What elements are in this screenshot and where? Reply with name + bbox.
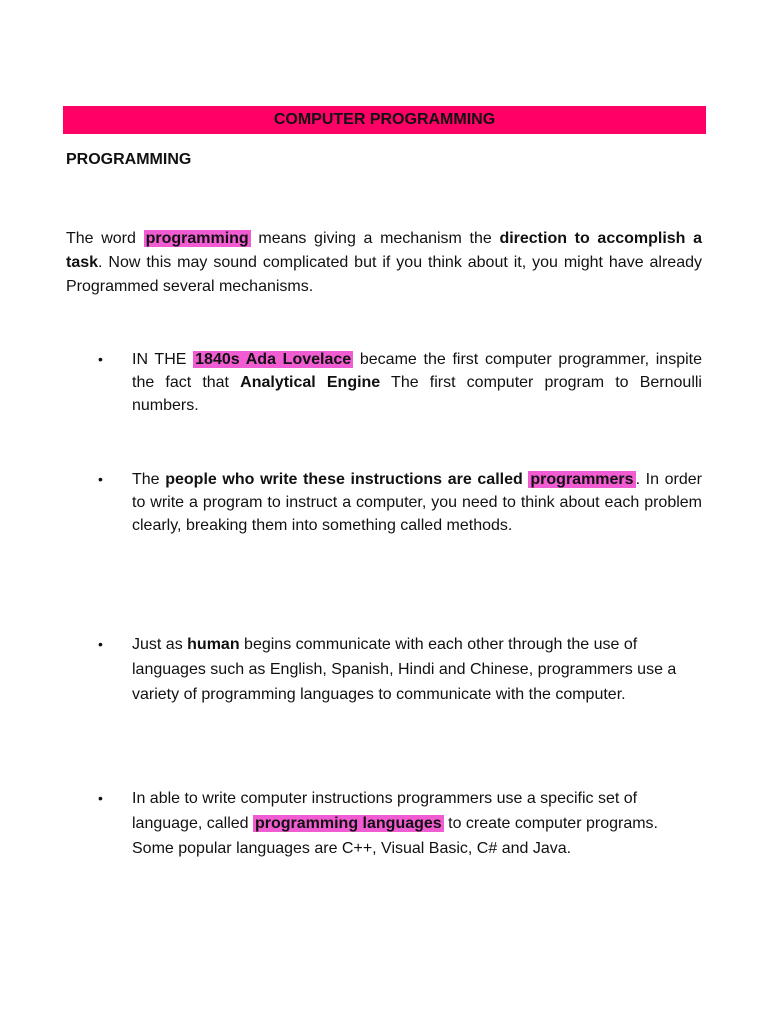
b1-text-1: IN THE [132, 351, 194, 368]
intro-highlight: programming [145, 230, 249, 247]
intro-text-2: means giving a mechanism the [250, 230, 500, 247]
b4-highlight: programming languages [254, 815, 442, 832]
b2-text-1: The [132, 471, 166, 488]
intro-bold: direction to accomplish a task [66, 230, 703, 271]
bullet-dot: • [98, 471, 103, 487]
b2-bold: people who write these instructions are called [165, 471, 523, 488]
bullet-dot: • [98, 790, 103, 806]
b2-text-3: . In order to write a program to instruct a computer, you need to think about each problem clearly, breaking them into something called methods. [132, 471, 702, 534]
b4-text-2: to create computer programs. Some popular languages are C++, Visual Basic, C# and Java. [132, 815, 658, 857]
b1-bold: Analytical Engine [240, 374, 381, 391]
section-heading: PROGRAMMING [66, 151, 192, 168]
intro-text-1: The word [66, 230, 144, 247]
bullet-dot: • [98, 636, 103, 652]
bullet-item-2 [98, 468, 702, 537]
intro-paragraph [66, 227, 702, 299]
bullet-text-3 [132, 632, 702, 707]
bullet-item-3 [98, 632, 702, 707]
b2-highlight: programmers [530, 471, 634, 488]
b3-bold: human [187, 636, 240, 653]
bullet-item-4 [98, 786, 702, 861]
document-title: COMPUTER PROGRAMMING [273, 111, 496, 128]
b1-text-3: The first computer program to Bernoulli numbers. [132, 374, 702, 414]
b1-text-2: became the first computer programmer, inspite the fact that [132, 351, 703, 391]
title-banner [63, 106, 706, 134]
bullet-text-2 [132, 468, 702, 537]
bullet-text-4 [132, 786, 702, 861]
b3-text-2: begins communicate with each other through the use of languages such as English, Spanish, Hindi and Chinese, programmers use a variety of programming languages to communicate with the computer. [132, 636, 677, 703]
b4-text-1: In able to write computer instructions programmers use a specific set of language, called [132, 790, 638, 832]
bullet-item-1 [98, 348, 702, 417]
bullet-text-1 [132, 348, 702, 417]
b3-text-1: Just as [132, 636, 188, 653]
intro-text-3: . Now this may sound complicated but if you think about it, you might have already Programmed several mechanisms. [66, 254, 702, 295]
bullet-dot: • [98, 351, 103, 367]
b1-highlight: 1840s Ada Lovelace [195, 351, 352, 368]
